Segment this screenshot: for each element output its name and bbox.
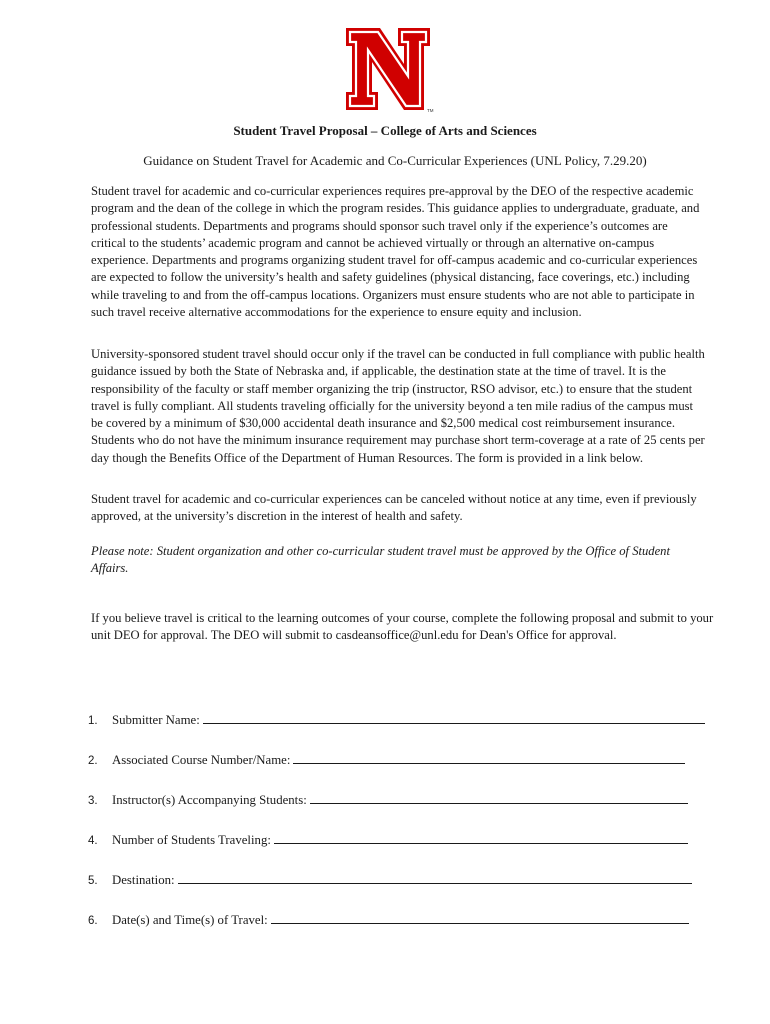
field-label: Instructor(s) Accompanying Students:: [112, 793, 307, 807]
form-field-student-count: [88, 830, 728, 870]
travel-dates-input-line[interactable]: [271, 910, 689, 924]
field-label: Submitter Name:: [112, 713, 200, 727]
form-field-instructors: [88, 790, 728, 830]
page-title: Student Travel Proposal – College of Arts and Sciences: [233, 123, 537, 138]
paragraph-cancellation: Student travel for academic and co-curricular experiences can be canceled without notice at any time, even if previously approved, at the university’s discretion in the interest of health and safety.: [91, 492, 697, 524]
field-number: 6.: [88, 915, 98, 927]
page-subtitle: Guidance on Student Travel for Academic and Co-Curricular Experiences (UNL Policy, 7.29.20): [143, 153, 647, 168]
field-label: Destination:: [112, 873, 175, 887]
form-field-travel-dates: [88, 910, 728, 950]
submission-instructions: If you believe travel is critical to the learning outcomes of your course, complete the following proposal and submit to your unit DEO for approval. The DEO will submit to casdeansoffice@unl.edu for Dean's Office for approval.: [91, 611, 714, 643]
field-number: 3.: [88, 795, 98, 807]
instructors-input-line[interactable]: [310, 790, 688, 804]
field-number: 1.: [88, 715, 98, 727]
field-number: 2.: [88, 755, 98, 767]
form-field-course: [88, 750, 728, 790]
field-label: Number of Students Traveling:: [112, 833, 271, 847]
submitter-name-input-line[interactable]: [203, 710, 705, 724]
paragraph-approval: Student travel for academic and co-curricular experiences requires pre-approval by the DEO of the respective academic program and the dean of the college in which the program resides. This guidance applies to undergraduate, graduate, and professional students. Departments and programs should sponsor such travel only if the experience’s outcomes are critical to the students’ academic program and cannot be achieved virtually or through an alternative on-campus experience. Departments and programs organizing student travel for off-campus academic and co-curricular experiences are expected to follow the university’s health and safety guidelines (physical distancing, face coverings, etc.) including while traveling to and from the off-campus locations. Organizers must ensure students who are not able to participate in such travel receive alternative accommodations for the experience to ensure equity and inclusion.: [91, 184, 700, 320]
paragraph-compliance: University-sponsored student travel should occur only if the travel can be conducted in full compliance with public health guidance issued by both the State of Nebraska and, if applicable, the destination state at the time of travel. It is the responsibility of the faculty or staff member organizing the trip (instructor, RSO advisor, etc.) to ensure that the student travel is fully compliant. All students traveling officially for the university beyond a ten mile radius of the campus must be covered by a minimum of $30,000 accidental death insurance and $2,500 medical cost reimbursement insurance. Students who do not have the minimum insurance requirement may purchase short term-coverage at a rate of 25 cents per day though the Benefits Office of the Department of Human Resources. The form is provided in a link below.: [91, 347, 705, 465]
student-count-input-line[interactable]: [274, 830, 688, 844]
field-number: 4.: [88, 835, 98, 847]
nebraska-n-logo-icon: [344, 26, 434, 114]
field-number: 5.: [88, 875, 98, 887]
form-field-submitter-name: [88, 710, 728, 750]
note-student-affairs: Please note: Student organization and other co-curricular student travel must be approved by the Office of Student Affairs.: [91, 544, 670, 576]
proposal-form: [88, 710, 728, 950]
form-field-destination: [88, 870, 728, 910]
course-input-line[interactable]: [293, 750, 685, 764]
field-label: Date(s) and Time(s) of Travel:: [112, 913, 268, 927]
field-label: Associated Course Number/Name:: [112, 753, 291, 767]
destination-input-line[interactable]: [178, 870, 692, 884]
trademark-mark: TM: [427, 108, 434, 113]
